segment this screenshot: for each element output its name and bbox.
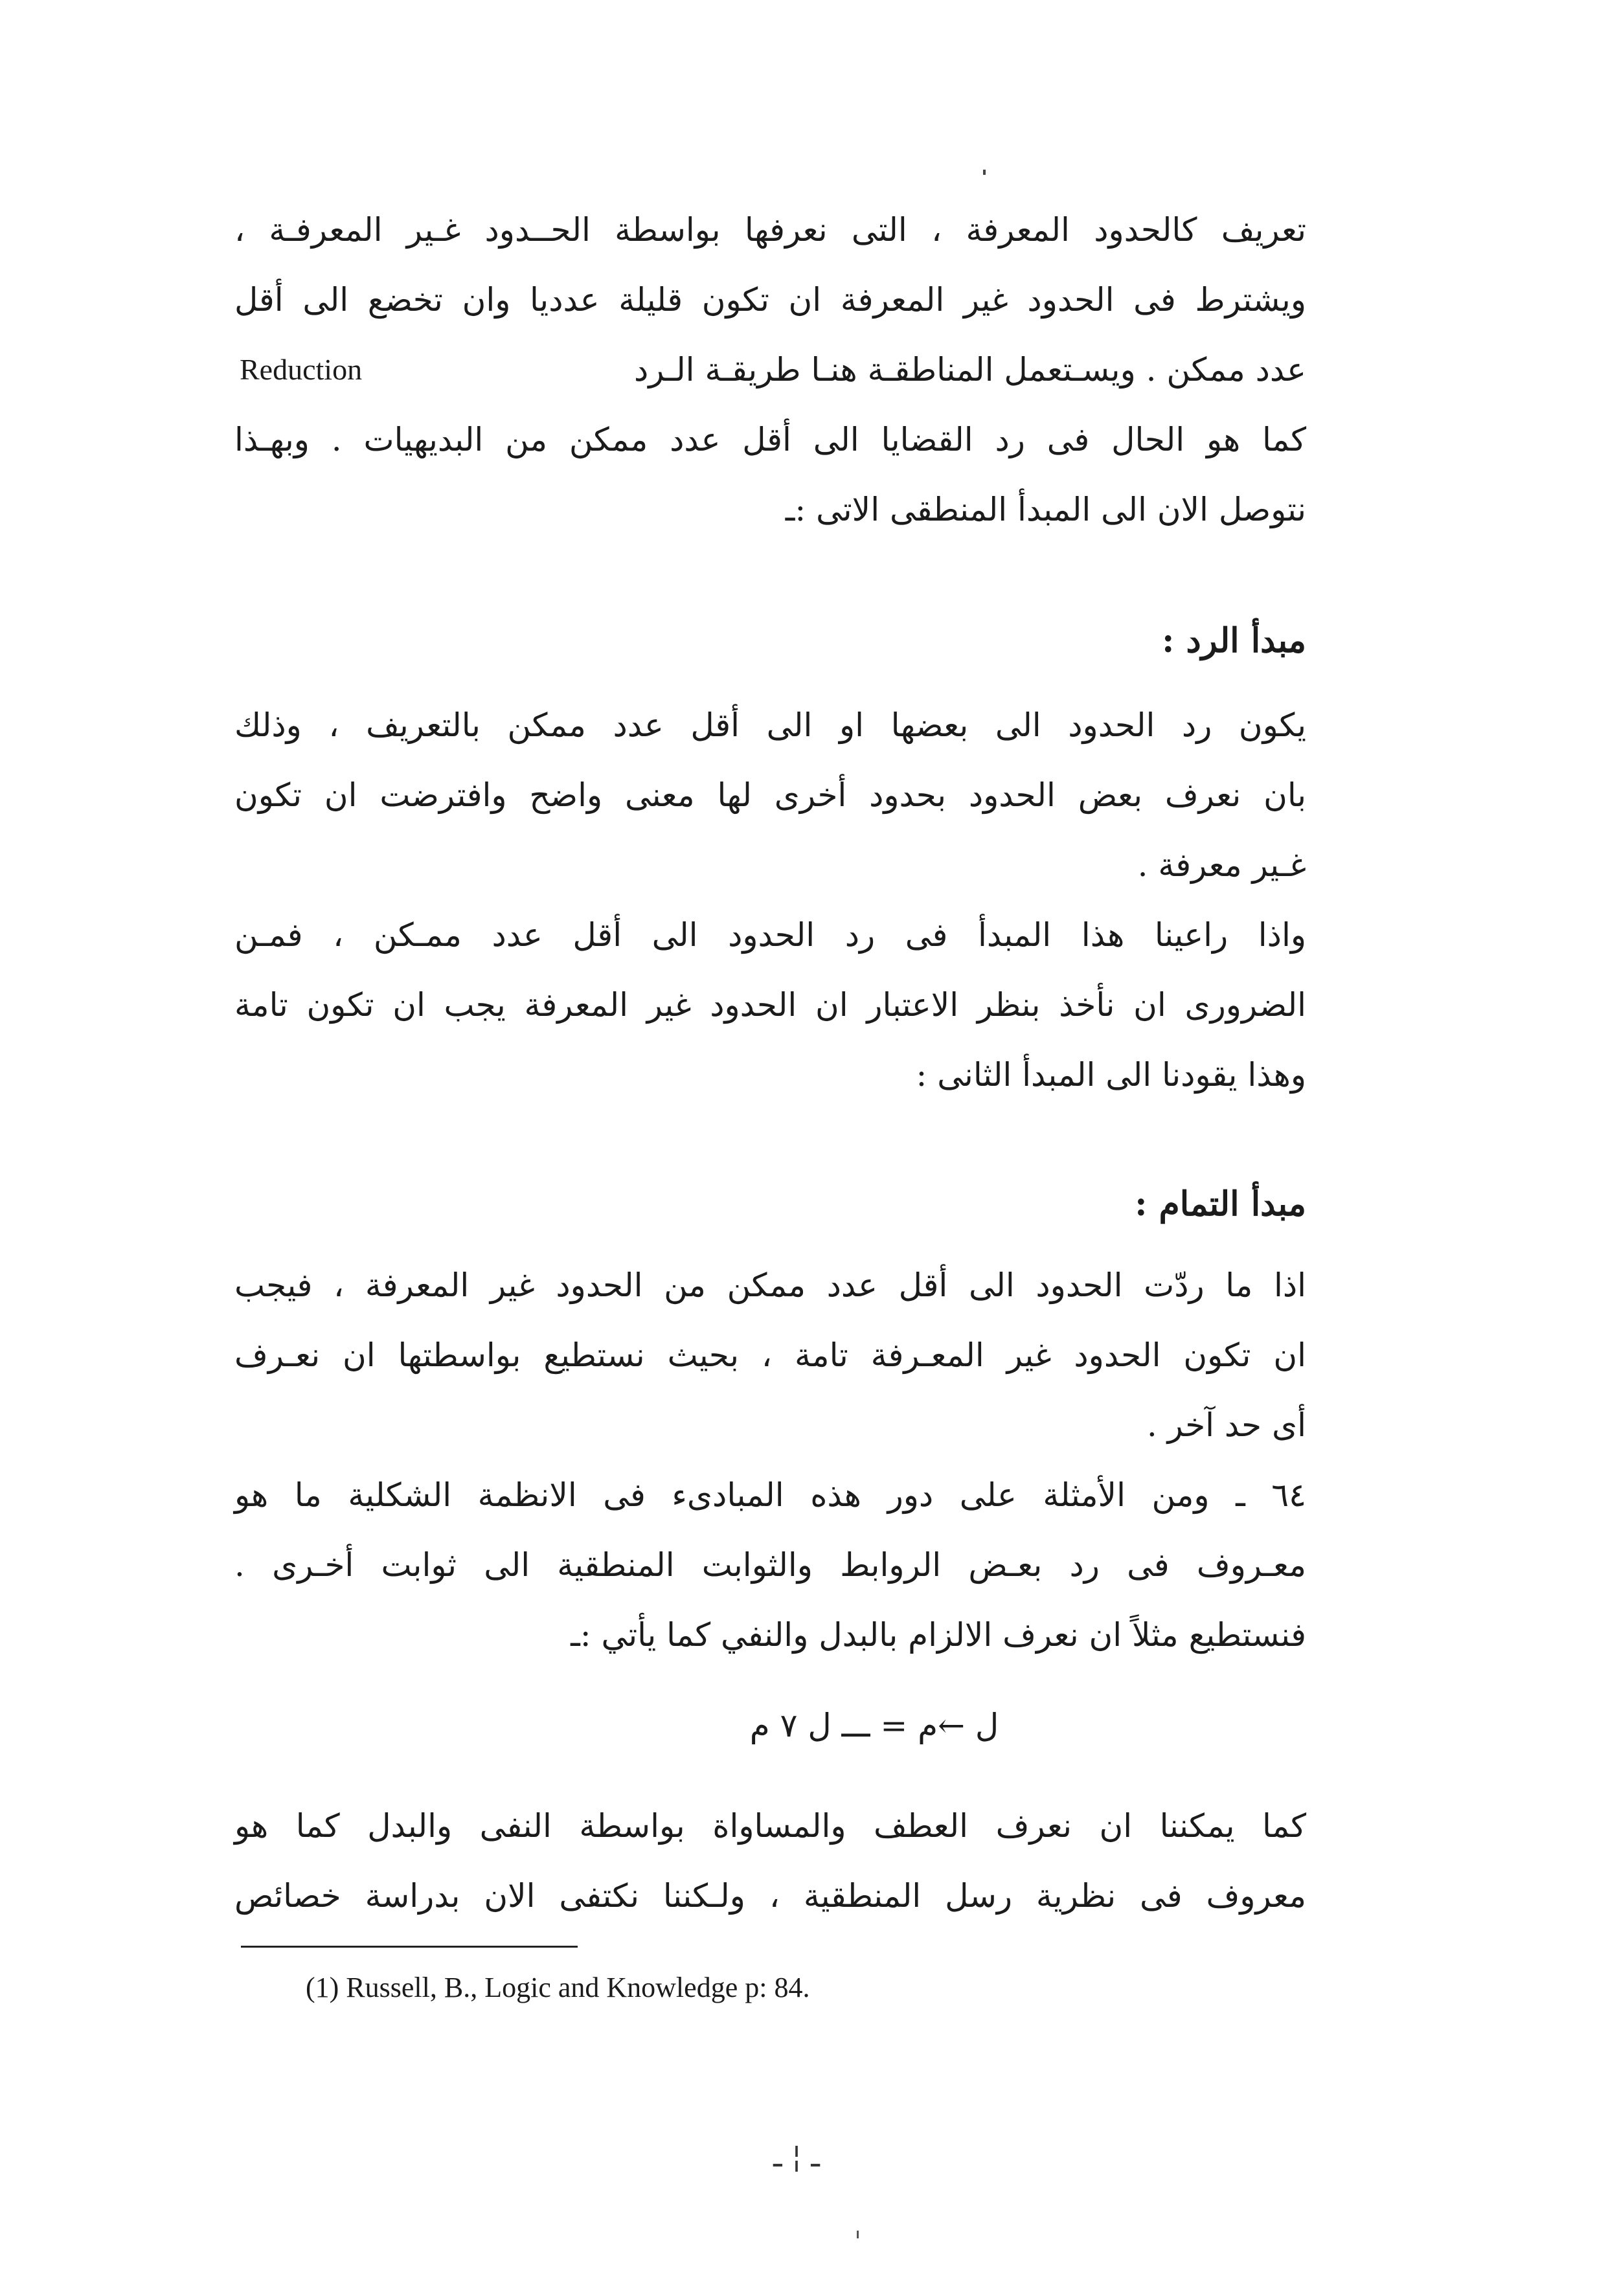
paragraph5-line2: معـروف فى رد بعـض الروابط والثوابت المنطقية الى ثوابت أخـرى .: [234, 1546, 1306, 1584]
page-number-mark: ـ ¦ ـ: [773, 2139, 820, 2174]
paragraph1-line4: كما هو الحال فى رد القضايا الى أقل عدد ممكن من البديهيات . وبهـذا: [234, 421, 1307, 458]
paragraph5-line3: فنستطيع مثلاً ان نعرف الالزام بالبدل والنفي كما يأتي :ـ: [571, 1616, 1306, 1654]
paragraph5-line1: ٦٤ ـ ومن الأمثلة على دور هذه المبادىء فى الانظمة الشكلية ما هو: [234, 1476, 1306, 1514]
paragraph2-line3: غـير معرفة .: [1137, 846, 1306, 884]
top-mark: [983, 170, 986, 175]
reduction-term: Reduction: [240, 353, 363, 386]
footnote-text: (1) Russell, B., Logic and Knowledge p: 84.: [306, 1972, 810, 2003]
paragraph3-line1: واذا راعينا هذا المبدأ فى رد الحدود الى أقل عدد ممـكن ، فمـن: [234, 916, 1306, 954]
paragraph4-line1: اذا ما ردّت الحدود الى أقل عدد ممكن من الحدود غير المعرفة ، فيجب: [234, 1266, 1306, 1304]
paragraph1-line2: ويشترط فى الحدود غير المعرفة ان تكون قليلة عدديا وان تخضع الى أقل: [234, 281, 1306, 319]
paragraph4-line2: ان تكون الحدود غير المعـرفة تامة ، بحيث نستطيع بواسطتها ان نعـرف: [234, 1336, 1306, 1374]
paragraph1-line1: تعريف كالحدود المعرفة ، التى نعرفها بواسطة الحــدود غـير المعرفـة ،: [234, 211, 1306, 249]
paragraph1-line3: عدد ممكن . ويسـتعمل المناطقـة هنـا طريقـة الـرد: [633, 351, 1306, 388]
paragraph6-line1: كما يمكننا ان نعرف العطف والمساواة بواسطة النفى والبدل كما هو: [234, 1807, 1306, 1845]
paragraph3-line2: الضرورى ان نأخذ بنظر الاعتبار ان الحدود غير المعرفة يجب ان تكون تامة: [234, 986, 1306, 1024]
paragraph2-line2: بان نعرف بعض الحدود بحدود أخرى لها معنى واضح وافترضت ان تكون: [234, 776, 1306, 814]
heading-reduction-principle: مبدأ الرد :: [1162, 621, 1306, 660]
paragraph1-line5: نتوصل الان الى المبدأ المنطقى الاتى :ـ: [785, 491, 1306, 528]
paragraph2-line1: يكون رد الحدود الى بعضها او الى أقل عدد ممكن بالتعريف ، وذلك: [234, 706, 1306, 744]
paragraph4-line3: أى حد آخر .: [1146, 1406, 1306, 1444]
paragraph6-line2: معروف فى نظرية رسل المنطقية ، ولـكننا نكتفى الان بدراسة خصائص: [234, 1877, 1306, 1915]
paragraph3-line3: وهذا يقودنا الى المبدأ الثانى :: [916, 1056, 1306, 1094]
heading-completeness-principle: مبدأ التمام :: [1135, 1184, 1306, 1224]
footnote-divider: [241, 1946, 578, 1948]
formula: ل ←م = ـــ ل ٧ م: [749, 1707, 999, 1744]
bottom-mark: [857, 2231, 859, 2238]
